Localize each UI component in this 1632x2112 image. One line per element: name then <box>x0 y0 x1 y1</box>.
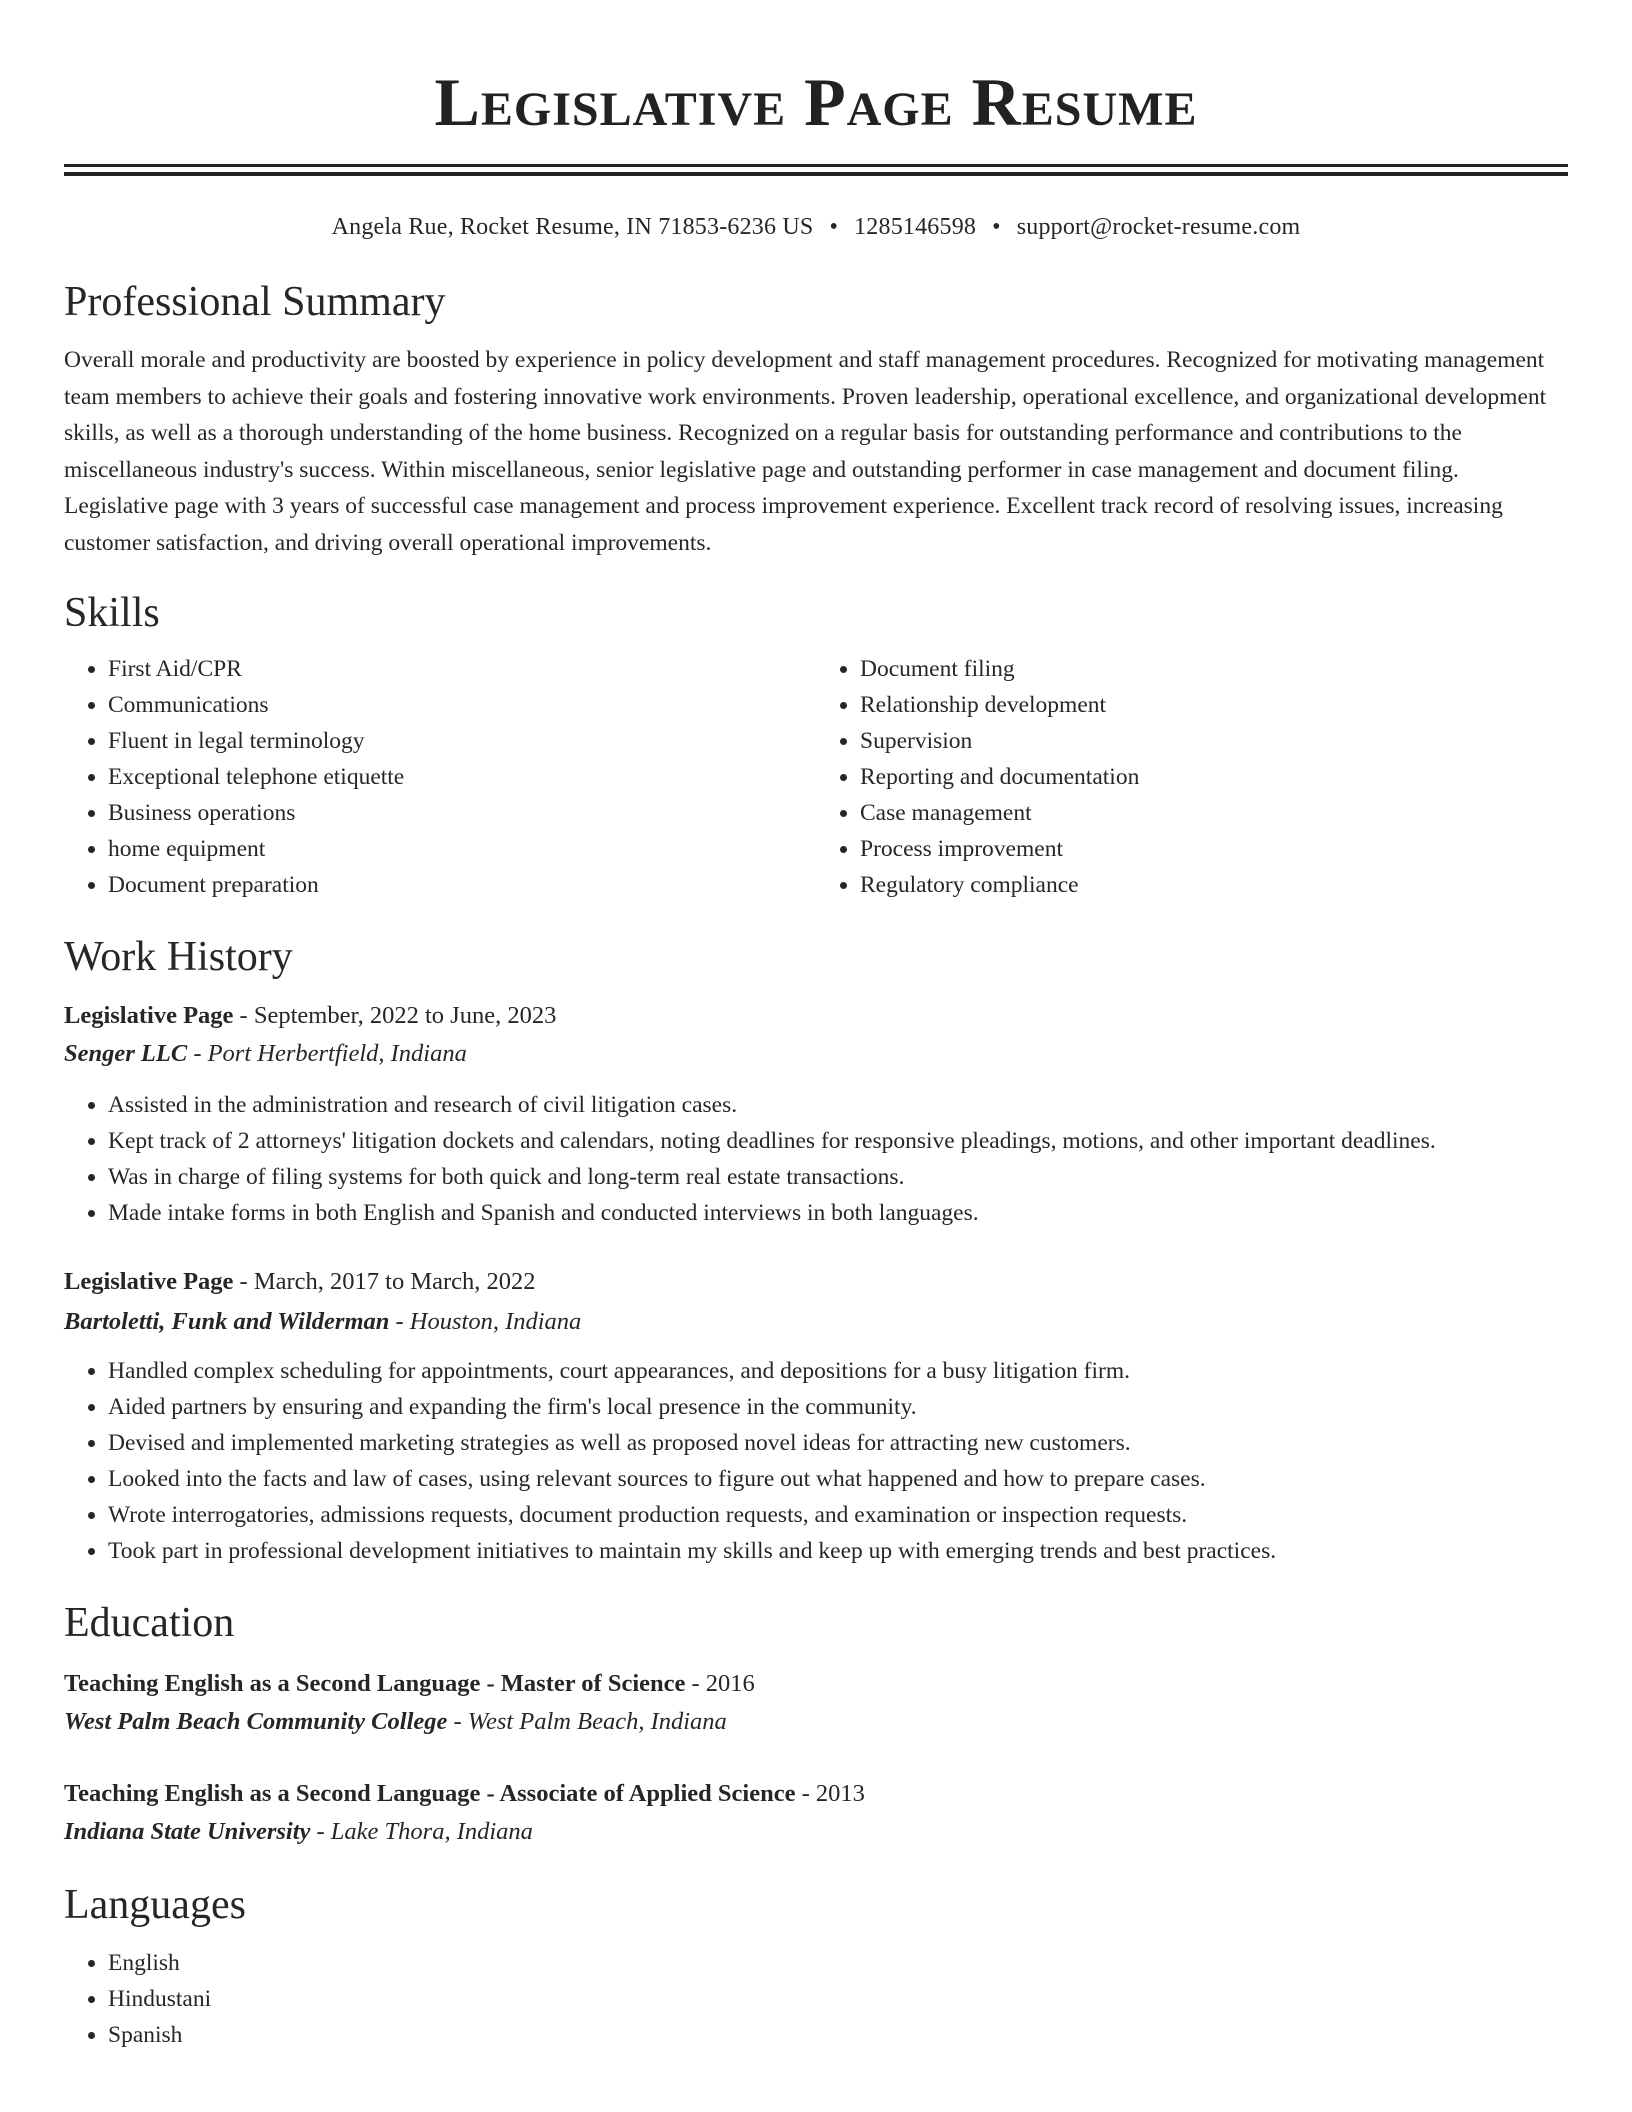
contact-phone: 1285146598 <box>854 214 977 240</box>
title-rule-top <box>64 164 1568 167</box>
contact-email: support@rocket-resume.com <box>1016 214 1301 240</box>
job-duty: • Aided partners by ensuring and expanding the firm's local presence in the community. <box>108 1389 1568 1425</box>
job-entry <box>64 1263 1568 1569</box>
job-duties <box>64 1353 1568 1569</box>
education-entry <box>64 1775 1568 1851</box>
language-item: • Spanish <box>108 2017 1568 2053</box>
skills-list-right <box>816 651 1568 903</box>
job-company: Senger LLC <box>64 1040 188 1067</box>
language-item: • English <box>108 1945 1568 1981</box>
work-history-section <box>64 931 1568 1569</box>
skill-item: • Process improvement <box>860 831 1568 867</box>
job-header <box>64 1263 1568 1301</box>
job-entry <box>64 997 1568 1231</box>
skill-item: • Document preparation <box>108 867 816 903</box>
job-duties <box>64 1087 1568 1231</box>
job-location: - Port Herbertfield, Indiana <box>187 1040 467 1067</box>
job-duty: • Made intake forms in both English and Spanish and conducted interviews in both languages. <box>108 1195 1568 1231</box>
summary-section <box>64 276 1568 561</box>
education-degree: Teaching English as a Second Language - Associate of Applied Science <box>64 1780 796 1807</box>
education-year: - 2016 <box>685 1670 755 1697</box>
job-duty: • Devised and implemented marketing strategies as well as proposed novel ideas for attracting new customers. <box>108 1425 1568 1461</box>
resume-title: Legislative Page Resume <box>434 64 1198 140</box>
job-duty: • Handled complex scheduling for appointments, court appearances, and depositions for a busy litigation firm. <box>108 1353 1568 1389</box>
education-school-line <box>64 1703 1568 1741</box>
job-company-line <box>64 1303 1568 1341</box>
skill-item: • Fluent in legal terminology <box>108 723 816 759</box>
education-school: Indiana State University <box>64 1818 311 1845</box>
job-title: Legislative Page <box>64 1268 234 1295</box>
contact-separator: • <box>992 214 1001 240</box>
skill-item: • Document filing <box>860 651 1568 687</box>
job-dates: - September, 2022 to June, 2023 <box>233 1002 557 1029</box>
contact-address: Angela Rue, Rocket Resume, IN 71853-6236 US <box>331 214 814 240</box>
job-header <box>64 997 1568 1035</box>
summary-heading: Professional Summary <box>64 279 446 325</box>
job-duty: • Kept track of 2 attorneys' litigation dockets and calendars, noting deadlines for responsive pleadings, motions, and other important deadlines. <box>108 1123 1568 1159</box>
job-dates: - March, 2017 to March, 2022 <box>233 1268 536 1295</box>
skill-item: • Supervision <box>860 723 1568 759</box>
job-duty: • Looked into the facts and law of cases, using relevant sources to figure out what happened and how to prepare cases. <box>108 1461 1568 1497</box>
job-duty: • Assisted in the administration and research of civil litigation cases. <box>108 1087 1568 1123</box>
job-title: Legislative Page <box>64 1002 234 1029</box>
job-duty: • Was in charge of filing systems for both quick and long-term real estate transactions. <box>108 1159 1568 1195</box>
skill-item: • Reporting and documentation <box>860 759 1568 795</box>
work-history-heading: Work History <box>64 934 293 980</box>
job-duty: • Took part in professional development initiatives to maintain my skills and keep up with emerging trends and best practices. <box>108 1533 1568 1569</box>
skills-section <box>64 587 1568 903</box>
languages-section <box>64 1879 1568 2053</box>
skill-item: • Communications <box>108 687 816 723</box>
education-location: - West Palm Beach, Indiana <box>447 1708 727 1735</box>
skill-item: • Case management <box>860 795 1568 831</box>
education-heading: Education <box>64 1600 235 1646</box>
skill-item: • home equipment <box>108 831 816 867</box>
job-company-line <box>64 1035 1568 1073</box>
skills-list-left <box>64 651 816 903</box>
title-rule-bottom <box>64 172 1568 176</box>
skills-heading: Skills <box>64 590 160 636</box>
education-degree-line <box>64 1775 1568 1813</box>
languages-heading: Languages <box>64 1882 246 1928</box>
language-item: • Hindustani <box>108 1981 1568 2017</box>
education-section <box>64 1597 1568 1851</box>
skills-columns <box>64 651 1568 903</box>
contact-separator: • <box>829 214 839 240</box>
education-school: West Palm Beach Community College <box>64 1708 448 1735</box>
education-year: - 2013 <box>795 1780 865 1807</box>
skill-item: • Regulatory compliance <box>860 867 1568 903</box>
education-entry <box>64 1665 1568 1741</box>
education-school-line <box>64 1813 1568 1851</box>
skill-item: • First Aid/CPR <box>108 651 816 687</box>
skill-item: • Exceptional telephone etiquette <box>108 759 816 795</box>
skill-item: • Relationship development <box>860 687 1568 723</box>
skill-item: • Business operations <box>108 795 816 831</box>
education-location: - Lake Thora, Indiana <box>310 1818 533 1845</box>
languages-list <box>64 1945 1568 2053</box>
education-degree: Teaching English as a Second Language - Master of Science <box>64 1670 686 1697</box>
job-location: - Houston, Indiana <box>389 1308 582 1335</box>
contact-line <box>64 212 1568 242</box>
job-company: Bartoletti, Funk and Wilderman <box>64 1308 390 1335</box>
summary-text: Overall morale and productivity are boosted by experience in policy development and staff management procedures. Recognized for motivating management team members to achieve their goals and fostering innovative work environments. Proven leadership, operational excellence, and organizational development skills, as well as a thorough understanding of the home business. Recognized on a regular basis for outstanding performance and contributions to the miscellaneous industry's success. Within miscellaneous, senior legislative page and outstanding performer in case management and document filing. Legislative page with 3 years of successful case management and process improvement experience. Excellent track record of resolving issues, increasing customer satisfaction, and driving overall operational improvements. <box>64 347 1547 556</box>
job-duty: • Wrote interrogatories, admissions requests, document production requests, and examination or inspection requests. <box>108 1497 1568 1533</box>
education-degree-line <box>64 1665 1568 1703</box>
